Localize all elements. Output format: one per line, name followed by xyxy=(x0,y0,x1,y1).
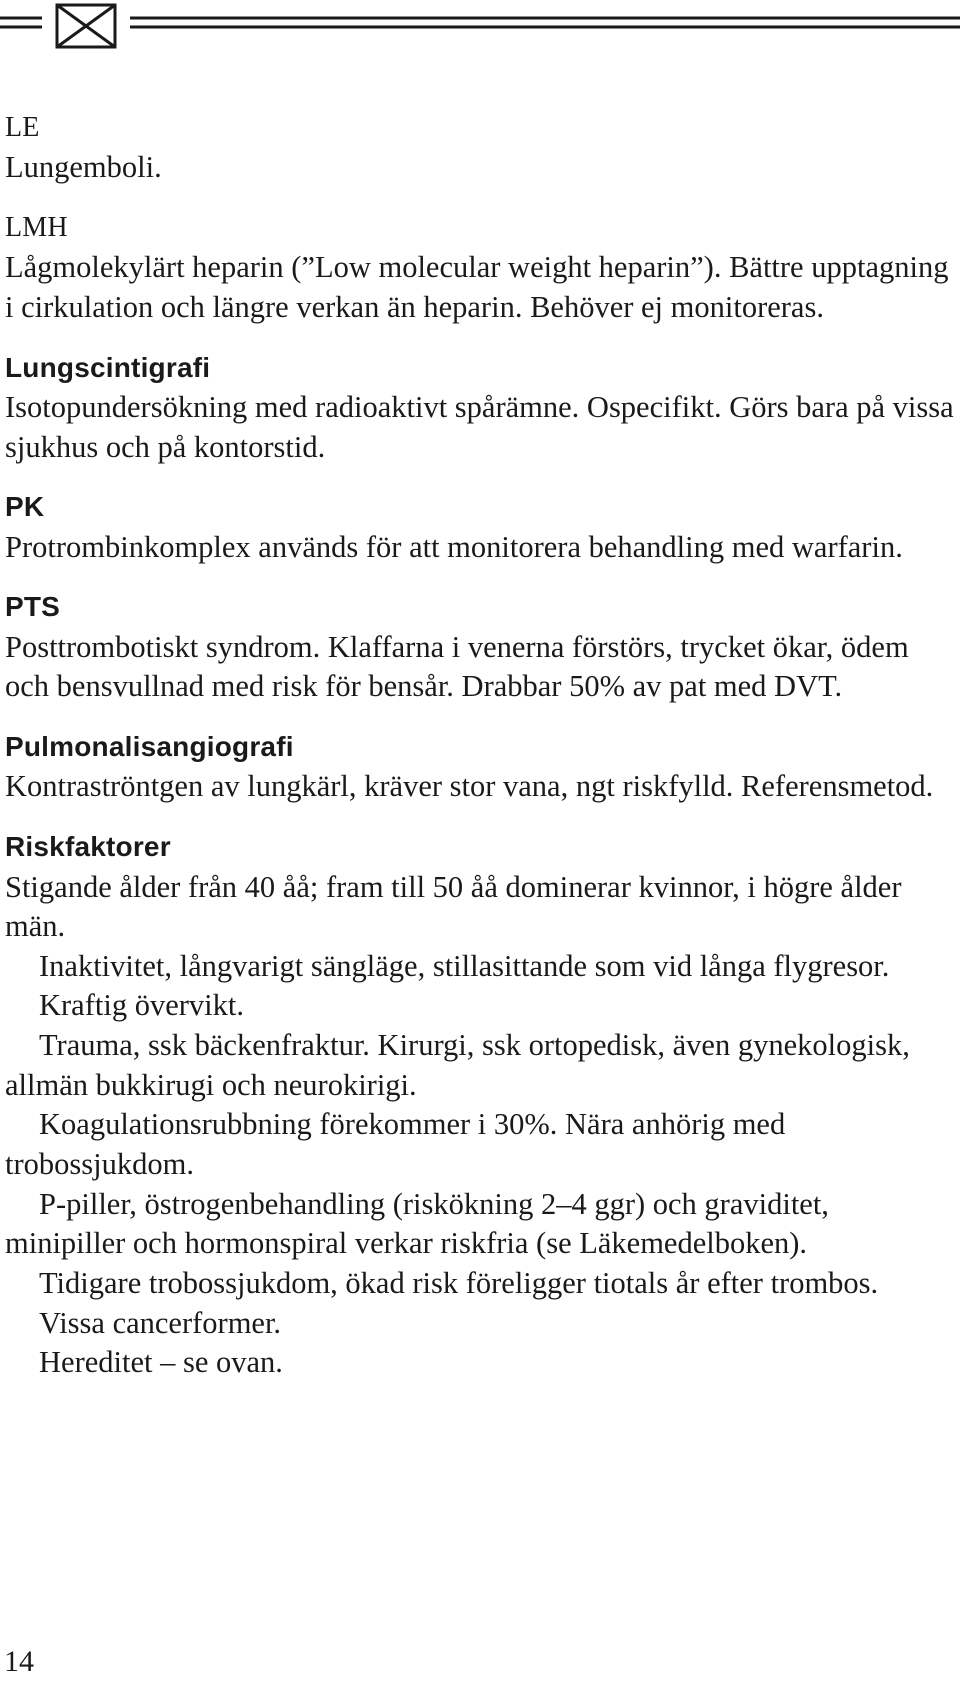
term-definition: Isotopundersökning med radioaktivt spårämne. Ospecifikt. Görs bara på vissa sjukhus och på kontorstid. xyxy=(5,390,954,464)
term-heading: Lungscintigrafi xyxy=(5,351,211,383)
glossary-entry-pulmonalisangiografi xyxy=(5,729,955,807)
term-definition: Lågmolekylärt heparin (”Low molecular weight heparin”). Bättre upptagning i cirkulation och längre verkan än heparin. Behöver ej monitoreras. xyxy=(5,250,949,325)
glossary-entry-pts xyxy=(5,589,955,707)
risk-item: Kraftig övervikt. xyxy=(39,988,244,1023)
risk-item: Koagulationsrubbning förekommer i 30%. Nära anhörig med trobossjukdom. xyxy=(5,1107,786,1181)
term-heading: Pulmonalisangiografi xyxy=(5,731,294,763)
risk-item: Trauma, ssk bäckenfraktur. Kirurgi, ssk ortopedisk, även gynekologisk, allmän bukkirugi och neurokirigi. xyxy=(5,1028,910,1102)
risk-item: P-piller, östrogenbehandling (riskökning 2–4 ggr) och graviditet, minipiller och hormonspiral verkar riskfria (se Läkemedelboken). xyxy=(5,1186,829,1261)
term-definition: Lungemboli. xyxy=(5,150,162,185)
header-rule xyxy=(0,0,960,50)
term-heading: PTS xyxy=(5,591,61,623)
term-definition: Kontraströntgen av lungkärl, kräver stor vana, ngt riskfylld. Referensmetod. xyxy=(5,769,934,804)
term-heading: LE xyxy=(5,112,40,143)
glossary-entry-lmh xyxy=(5,210,955,328)
term-definition: Protrombinkomplex används för att monitorera behandling med warfarin. xyxy=(5,529,903,564)
risk-item: Vissa cancerformer. xyxy=(39,1305,282,1340)
term-heading: LMH xyxy=(5,212,68,244)
glossary-entry-pk xyxy=(5,489,955,567)
risk-item: Tidigare trobossjukdom, ökad risk föreligger tiotals år efter trombos. xyxy=(39,1265,879,1300)
risk-intro: Stigande ålder från 40 åå; fram till 50 åå dominerar kvinnor, i högre ålder män. xyxy=(5,869,902,944)
page-number: 14 xyxy=(4,1645,34,1678)
term-definition: Posttrombotiskt syndrom. Klaffarna i venerna förstörs, trycket ökar, ödem och bensvullnad med risk för bensår. Drabbar 50% av pat med DVT. xyxy=(5,629,909,704)
glossary-entry-lungscintigrafi xyxy=(5,350,955,468)
term-heading: Riskfaktorer xyxy=(5,831,171,863)
envelope-icon xyxy=(57,5,115,47)
glossary xyxy=(5,110,955,1405)
risk-item: Hereditet – se ovan. xyxy=(39,1345,283,1380)
term-heading: PK xyxy=(5,491,45,523)
glossary-entry-riskfaktorer xyxy=(5,829,955,1383)
glossary-entry-le xyxy=(5,110,955,188)
risk-item: Inaktivitet, långvarigt sängläge, stillasittande som vid långa flygresor. xyxy=(39,948,890,983)
